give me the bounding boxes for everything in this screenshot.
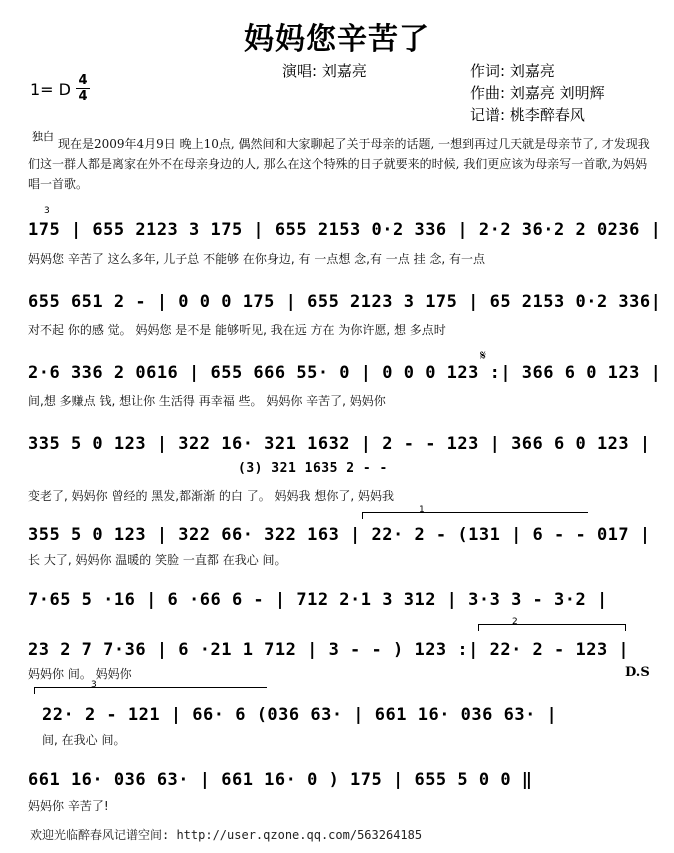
volta-1-label: 1 [419,505,425,515]
score-row-5: 355 5 0 123 | 322 66· 322 163 | 22· 2 - (131 | 6 - - 017 | [28,525,651,545]
volta-3-label: 3 [91,680,97,690]
triplet-mark: 3 [44,206,50,216]
score-row-8: 22· 2 - 121 | 66· 6 (036 63· | 661 16· 036 63· | [42,705,558,725]
lyrics-row-8: 间, 在我心 间。 [42,733,126,747]
time-signature [76,74,90,103]
score-row-1: 175 | 655 2123 3 175 | 655 2153 0·2 336 | 2·2 36·2 2 0236 | [28,220,662,240]
time-sig-top: 4 [78,73,88,88]
lyrics-row-4: 变老了, 妈妈你 曾经的 黑发,都渐渐 的白 了。 妈妈我 想你了, 妈妈我 [28,489,394,503]
lyrics-row-7: 妈妈你 间。 妈妈你 [28,667,132,681]
score-row-4: 335 5 0 123 | 322 16· 321 1632 | 2 - - 123 | 366 6 0 123 | [28,434,651,454]
score-row-3: 2·6 336 2 0616 | 655 666 55· 0 | 0 0 0 123 :| 366 6 0 123 | [28,363,662,383]
song-title: 妈妈您辛苦了 [244,22,430,57]
key-signature: 1= D [30,80,71,99]
score-row-6: 7·65 5 ·16 | 6 ·66 6 - | 712 2·1 3 312 | 3·3 3 - 3·2 | [28,590,608,610]
segno-sign: 𝄋 [480,348,487,364]
lyrics-row-2: 对不起 你的感 觉。 妈妈您 是不是 能够听见, 我在远 方在 为你许愿, 想 多点时 [28,323,446,337]
narration-label: 独白 [32,130,54,143]
transcriber-credit: 记谱: 桃李醉春风 [470,106,585,124]
alternate-melody: (3) 321 1635 2 - - [238,461,388,476]
lyricist-credit: 作词: 刘嘉亮 [470,62,555,80]
narration-text: 现在是2009年4月9日 晚上10点, 偶然间和大家聊起了关于母亲的话题, 一想到再过几天就是母亲节了, 才发现我们这一群人都是离家在外不在母亲身边的人, 那么在这个特殊的日子就要来的时候, 我们更应该为母亲写一首歌,为妈妈唱一首歌。 [28,137,650,191]
volta-1-bracket [362,512,588,519]
volta-2-label: 2 [512,617,518,627]
time-sig-bottom: 4 [78,89,88,104]
lyrics-row-1: 妈妈您 辛苦了 这么多年, 儿子总 不能够 在你身边, 有 一点想 念,有 一点 挂 念, 有一点 [28,252,486,266]
volta-2-bracket [478,624,626,631]
lyrics-row-9: 妈妈你 辛苦了! [28,799,109,813]
footer-credit: 欢迎光临醉春风记谱空间: http://user.qzone.qq.com/563264185 [30,828,423,842]
composer-credit: 作曲: 刘嘉亮 刘明辉 [470,84,605,102]
lyrics-row-3: 间,想 多赚点 钱, 想让你 生活得 再幸福 些。 妈妈你 辛苦了, 妈妈你 [28,394,386,408]
ending-bracket [34,687,267,694]
score-row-7: 23 2 7 7·36 | 6 ·21 1 712 | 3 - - ) 123 :| 22· 2 - 123 | [28,640,630,660]
ds-mark: D.S [625,665,650,680]
score-row-2: 655 651 2 - | 0 0 0 175 | 655 2123 3 175 | 65 2153 0·2 336| [28,292,662,312]
lyrics-row-5: 长 大了, 妈妈你 温暖的 笑脸 一直都 在我心 间。 [28,553,287,567]
score-row-9: 661 16· 036 63· | 661 16· 0 ) 175 | 655 5 0 0 ‖ [28,770,533,790]
singer-credit: 演唱: 刘嘉亮 [282,62,367,80]
